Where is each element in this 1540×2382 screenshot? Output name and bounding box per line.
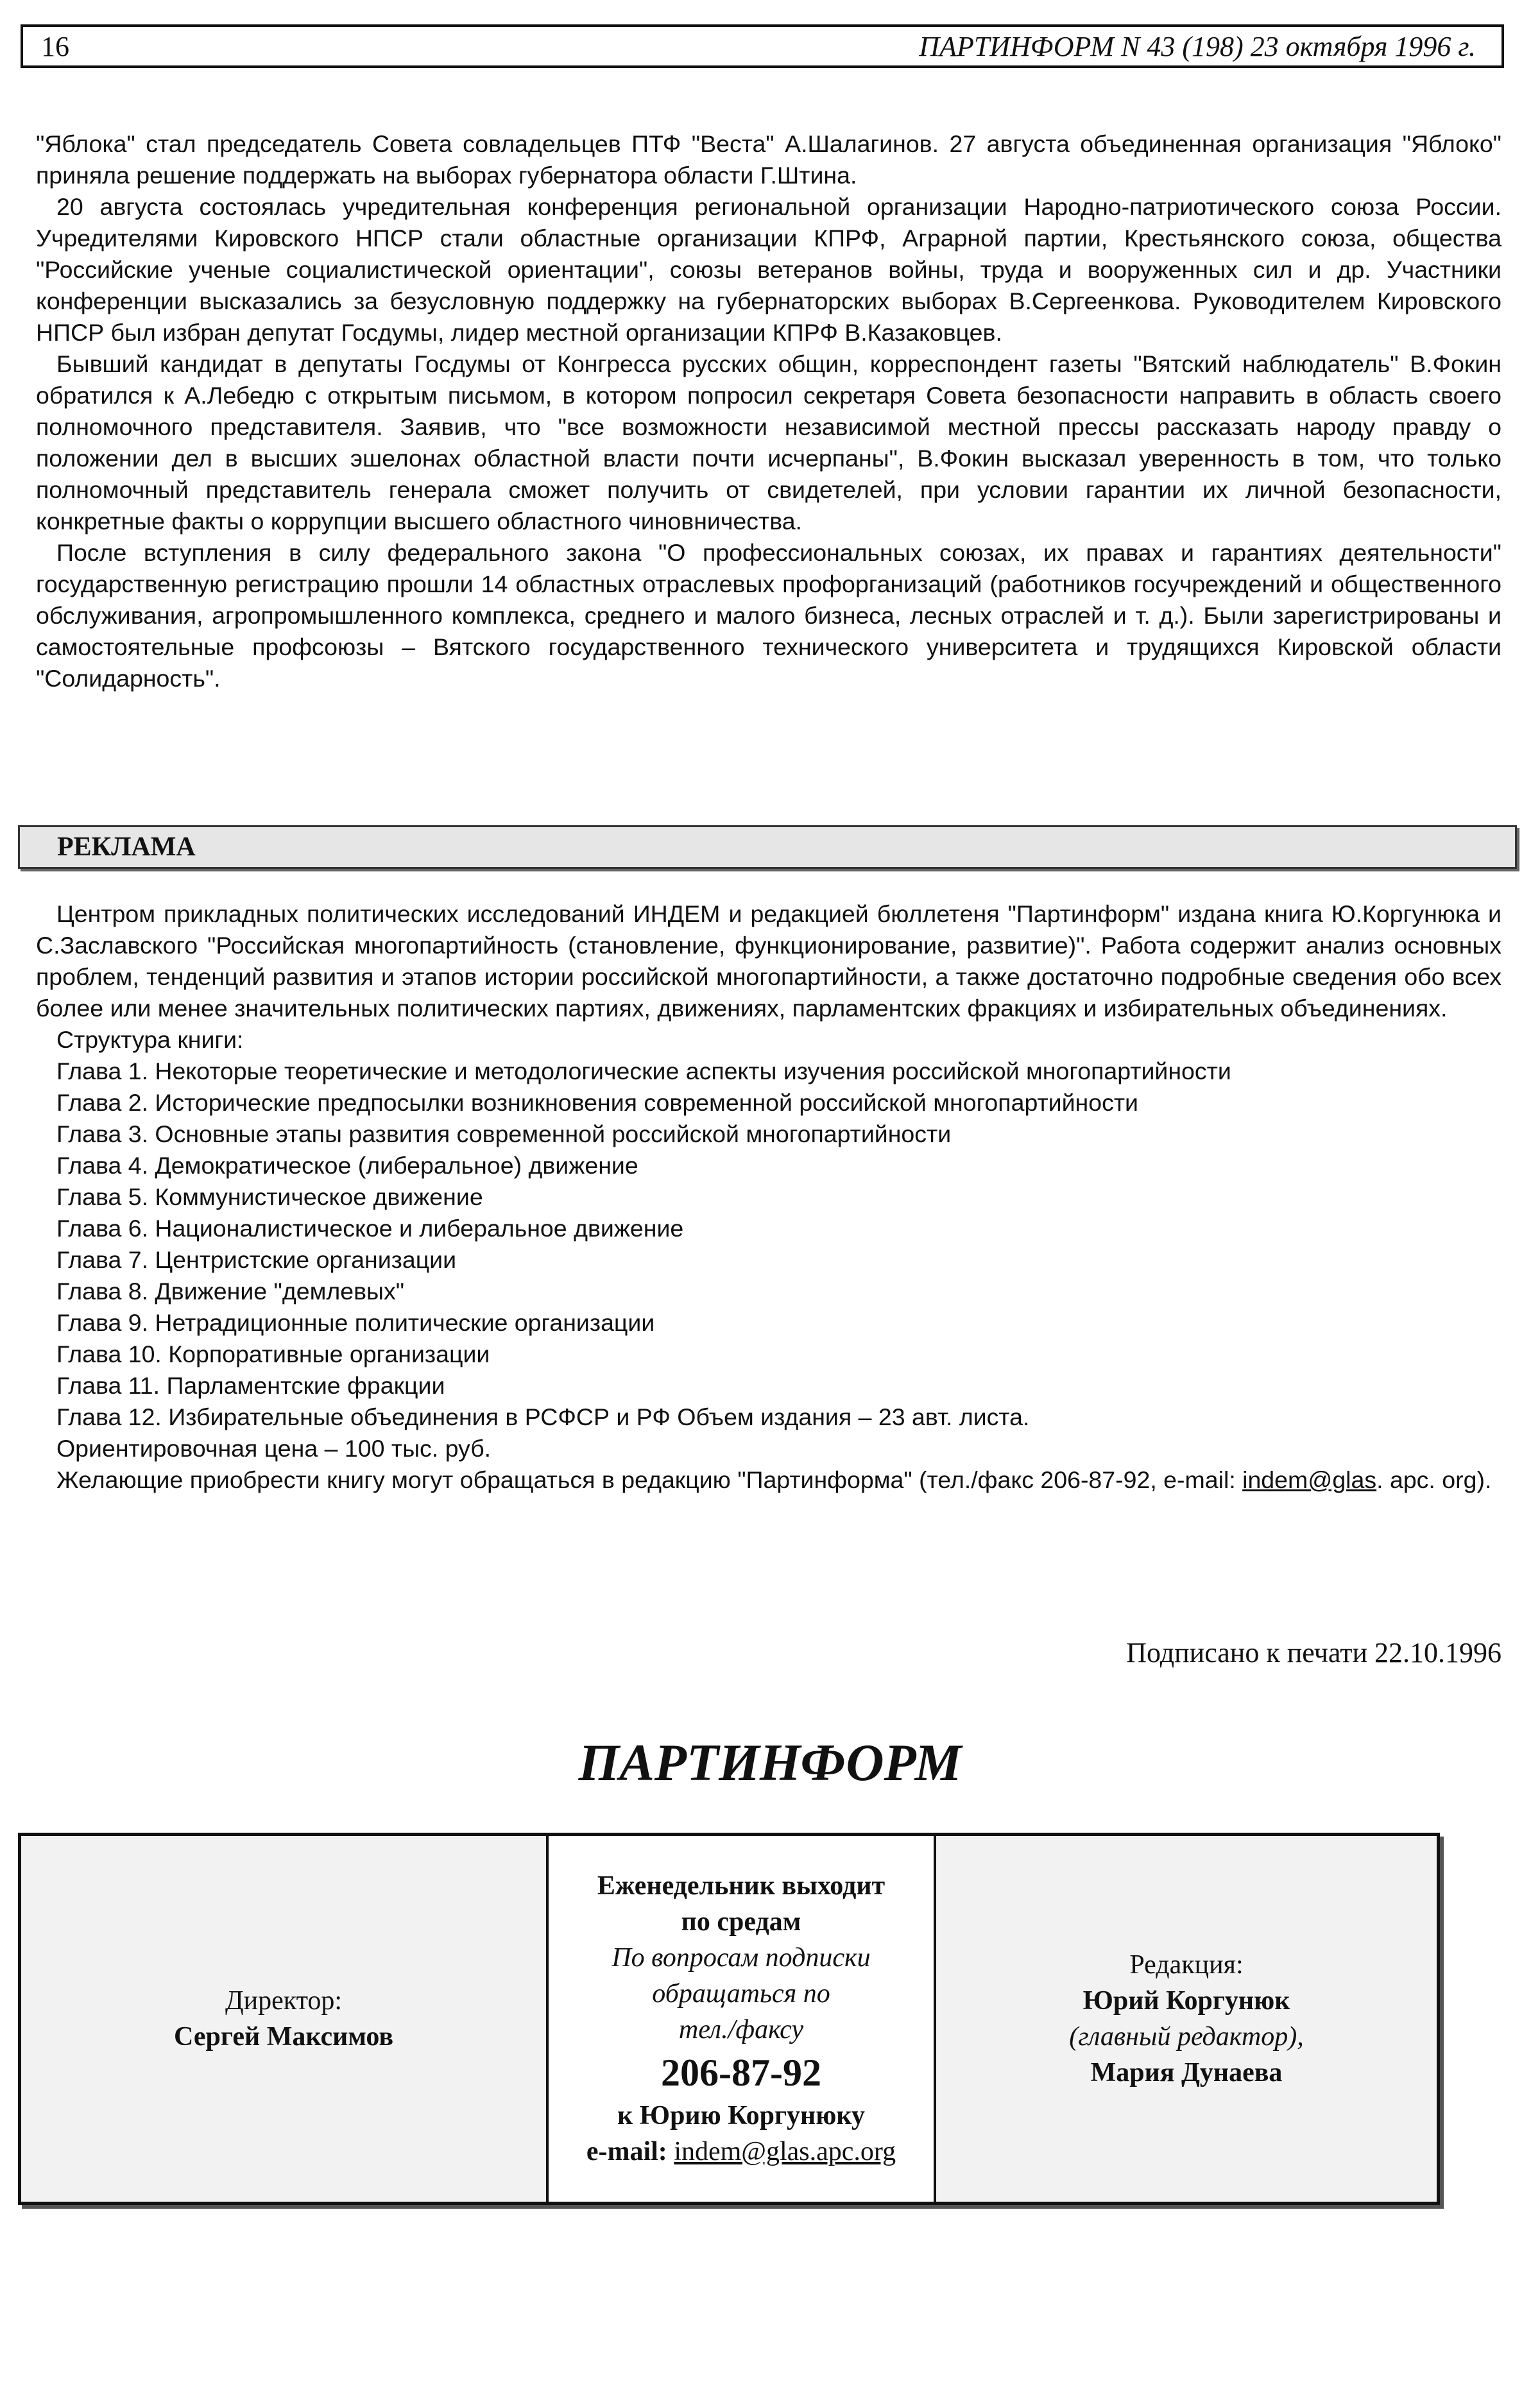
article-paragraph: 20 августа состоялась учредительная конференция региональной организации Народно-патриотического союза России. Учредителями Кировского НПСР стали областные организации КПРФ, Аграрной партии, Крестьянского союза, общества "Российские ученые социалистической ориентации", союзы ветеранов войны, труда и вооруженных сил и др. Участники конференции высказались за безусловную поддержку на губернаторских выборах В.Сергеенкова. Руководителем Кировского НПСР был избран депутат Госдумы, лидер местной организации КПРФ В.Казаковцев. [36,193,1502,346]
signed-for-print: Подписано к печати 22.10.1996 [1126,1637,1502,1668]
email-line [586,2134,896,2170]
editorial-label: Редакция: [1129,1950,1244,1980]
chapter-item: Глава 12. Избирательные объединения в РСФСР и РФ Объем издания – 23 авт. листа. [56,1403,1030,1430]
editorial-cell [936,1836,1437,2202]
chapter-item: Глава 3. Основные этапы развития современной российской многопартийности [56,1120,952,1147]
editor-role: (главный редактор), [1069,2022,1304,2052]
weekly-line: Еженедельник выходит [597,1871,886,1901]
director-name: Сергей Максимов [173,2022,394,2052]
imprint-table [18,1833,1440,2205]
chapter-item: Глава 1. Некоторые теоретические и методологические аспекты изучения российской многопартийности [56,1058,1231,1084]
chapter-item: Глава 7. Центристские организации [56,1246,457,1273]
director-cell [21,1836,549,2202]
price: Ориентировочная цена – 100 тыс. руб. [56,1435,492,1462]
subscription-line: тел./факсу [678,2015,804,2044]
contact-info [36,1464,1502,1496]
chapter-item: Глава 8. Движение "демлевых" [56,1278,405,1305]
masthead: ПАРТИНФОРМ [578,1733,962,1792]
chapter-item: Глава 2. Исторические предпосылки возникновения современной российской многопартийности [56,1089,1138,1116]
email-link[interactable]: indem@glas.apc.org [674,2137,896,2166]
page-header [21,24,1504,68]
page-number: 16 [41,30,69,62]
advertisement-text [36,898,1502,1496]
issue-title: ПАРТИНФОРМ N 43 (198) 23 октября 1996 г. [919,30,1476,62]
weekly-line: по средам [681,1907,801,1937]
article-paragraph: Бывший кандидат в депутаты Госдумы от Конгресса русских общин, корреспондент газеты "Вятский наблюдатель" В.Фокин обратился к А.Лебедю с открытым письмом, в котором попросил секретаря Совета безопасности направить в область своего полномочного представителя. Заявив, что "все возможности независимой местной прессы рассказать народу правду о положении дел в высших эшелонах областной власти почти исчерпаны", В.Фокин высказал уверенность в том, что только полномочный представитель генерала сможет получить от свидетелей, при условии гарантии их личной безопасности, конкретные факты о коррупции высшего областного чиновничества. [36,350,1502,535]
chapter-item: Глава 6. Националистическое и либеральное движение [56,1215,684,1242]
banner-label: РЕКЛАМА [57,832,196,862]
structure-label: Структура книги: [56,1026,244,1053]
article-paragraph: "Яблока" стал председатель Совета совладельцев ПТФ "Веста" А.Шалагинов. 27 августа объединенная организация "Яблоко" приняла решение поддержать на выборах губернатора области Г.Штина. [36,130,1502,189]
subscription-line: обращаться по [652,1979,830,2009]
article-paragraph: После вступления в силу федерального закона "О профессиональных союзах, их правах и гарантиях деятельности" государственную регистрацию прошли 14 областных отраслевых профорганизаций (работников госучреждений и общественного обслуживания, агропромышленного комплекса, среднего и малого бизнеса, лесных отраслей и т. д.). Были зарегистрированы и самостоятельные профсоюзы – Вятского государственного технического университета и трудящихся Кировской области "Солидарность". [36,539,1502,692]
chapter-item: Глава 10. Корпоративные организации [56,1341,490,1367]
editor-name: Юрий Коргунюк [1082,1986,1290,2016]
director-label: Директор: [225,1986,343,2016]
subscription-line: По вопросам подписки [612,1943,871,1973]
ad-intro: Центром прикладных политических исследований ИНДЕМ и редакцией бюллетеня "Партинформ" издана книга Ю.Коргунюка и С.Заславского "Российская многопартийность (становление, функционирование, развитие)". Работа содержит анализ основных проблем, тенденций развития и этапов истории российской многопартийности, а также достаточно подробные сведения обо всех более или менее значительных политических партиях, движениях, парламентских фракциях и избирательных объединениях. [36,900,1502,1022]
chapter-item: Глава 11. Парламентские фракции [56,1372,445,1399]
article-text [36,128,1502,694]
chapter-item: Глава 9. Нетрадиционные политические организации [56,1309,655,1336]
editor2-name: Мария Дунаева [1090,2058,1283,2087]
chapter-item: Глава 5. Коммунистическое движение [56,1183,483,1210]
contact-suffix: . apc. org). [1376,1466,1492,1493]
chapter-list [36,1056,1502,1433]
contact-email-link[interactable]: indem@glas [1242,1466,1377,1493]
advertisement-banner [18,825,1517,869]
contact-person: к Юрию Коргунюку [617,2101,865,2130]
phone-number: 206-87-92 [661,2052,821,2094]
subscription-cell [549,1836,936,2202]
contact-prefix: Желающие приобрести книгу могут обращаться в редакцию "Партинформа" (тел./факс 206-87-92, e-mail: [56,1466,1243,1493]
chapter-item: Глава 4. Демократическое (либеральное) движение [56,1152,638,1179]
email-label: e-mail: [586,2137,667,2166]
